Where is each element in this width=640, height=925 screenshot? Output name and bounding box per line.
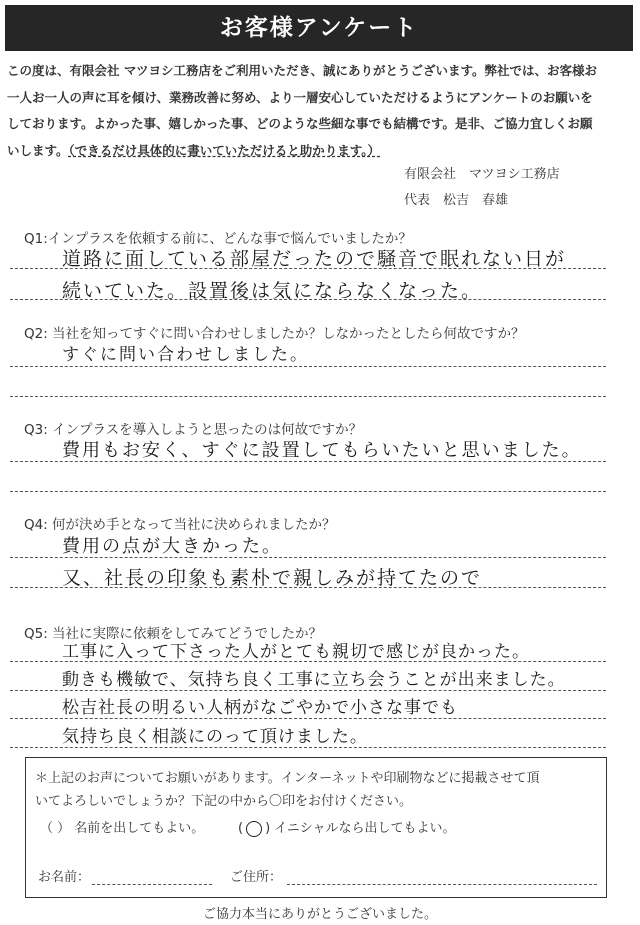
thank-you-footer: ご協力本当にありがとうございました。 bbox=[202, 907, 437, 922]
answer-1-line-2: 続いていた。設置後は気にならなくなった。 bbox=[62, 280, 483, 302]
question-4: Q4: 何が決め手となって当社に決められましたか？ bbox=[24, 517, 336, 533]
intro-line-1: この度は、有限会社 マツヨシ工務店をご利用いただき、誠にありがとうございます。弊社では、お客様お bbox=[7, 63, 597, 78]
intro-text bbox=[7, 58, 633, 164]
answer-line bbox=[10, 366, 606, 367]
intro-line-4: いします。（できるだけ具体的に書いていただけると助かります。） bbox=[7, 142, 381, 158]
answer-line bbox=[10, 718, 606, 719]
question-2: Q2: 当社を知ってすぐに問い合わせしましたか？しなかったとしたら何故ですか？ bbox=[24, 326, 525, 342]
answer-line bbox=[10, 461, 606, 462]
option-initials-checkbox[interactable]: ( ) bbox=[238, 821, 271, 836]
option-name-checkbox[interactable]: （ ） bbox=[40, 821, 71, 836]
address-field[interactable] bbox=[287, 884, 597, 885]
answer-5-line-3: 松吉社長の明るい人柄がなごやかで小さな事でも bbox=[62, 698, 458, 718]
survey-title: お客様アンケート bbox=[5, 5, 633, 51]
intro-line-2: 一人お一人の声に耳を傾け、業務改善に努め、より一層安心していただけるようにアンケートのお願いを bbox=[7, 89, 593, 105]
company-name: 有限会社 マツヨシ工務店 bbox=[404, 167, 560, 182]
answer-line bbox=[10, 557, 606, 558]
answer-line bbox=[10, 299, 606, 300]
consent-option-name[interactable] bbox=[40, 817, 204, 836]
answer-4-line-1: 費用の点が大きかった。 bbox=[62, 536, 282, 557]
answer-1-line-1: 道路に面している部屋だったので騒音で眠れない日が bbox=[62, 248, 567, 270]
consent-option-initials[interactable] bbox=[238, 817, 456, 837]
answer-line bbox=[10, 661, 606, 662]
answer-line bbox=[10, 396, 606, 397]
circle-mark-icon bbox=[246, 821, 262, 837]
answer-line bbox=[10, 690, 606, 691]
answer-4-line-2: 又、社長の印象も素朴で親しみが持てたので bbox=[62, 567, 483, 589]
intro-note: （できるだけ具体的に書いていただけると助かります。） bbox=[68, 142, 381, 158]
company-info bbox=[404, 162, 560, 214]
answer-5-line-1: 工事に入って下さった人がとても親切で感じが良かった。 bbox=[62, 642, 530, 662]
answer-3-line-1: 費用もお安く、すぐに設置してもらいたいと思いました。 bbox=[62, 440, 582, 461]
answer-line bbox=[10, 268, 606, 269]
intro-line-3: しております。よかった事、嬉しかった事、どのような些細な事でも結構です。是非、ご協力宜しくお願 bbox=[7, 116, 593, 131]
name-label: お名前： bbox=[38, 870, 91, 885]
option-name-label: 名前を出してもよい。 bbox=[74, 821, 205, 836]
question-3: Q3: インプラスを導入しようと思ったのは何故ですか？ bbox=[24, 422, 363, 438]
answer-line bbox=[10, 747, 606, 748]
answer-5-line-4: 気持ち良く相談にのって頂けました。 bbox=[62, 727, 368, 747]
address-label: ご住所： bbox=[230, 870, 283, 885]
answer-line bbox=[10, 491, 606, 492]
consent-text-1: ＊上記のお声についてお願いがあります。インターネットや印刷物などに掲載させて頂 bbox=[35, 771, 540, 786]
name-field[interactable] bbox=[92, 884, 212, 885]
answer-line bbox=[10, 587, 606, 588]
question-5: Q5: 当社に実際に依頼をしてみてどうでしたか？ bbox=[24, 626, 323, 642]
consent-text-2: いてよろしいでしょうか？下記の中から〇印をお付けください。 bbox=[35, 794, 413, 809]
answer-2-line-1: すぐに問い合わせしました。 bbox=[62, 345, 309, 365]
answer-5-line-2: 動きも機敏で、気持ち良く工事に立ち会うことが出来ました。 bbox=[62, 670, 566, 690]
company-representative: 代表 松吉 春雄 bbox=[404, 193, 509, 208]
question-1: Q1:インプラスを依頼する前に、どんな事で悩んでいましたか？ bbox=[24, 231, 412, 247]
option-initials-label: イニシャルなら出してもよい。 bbox=[274, 821, 456, 836]
